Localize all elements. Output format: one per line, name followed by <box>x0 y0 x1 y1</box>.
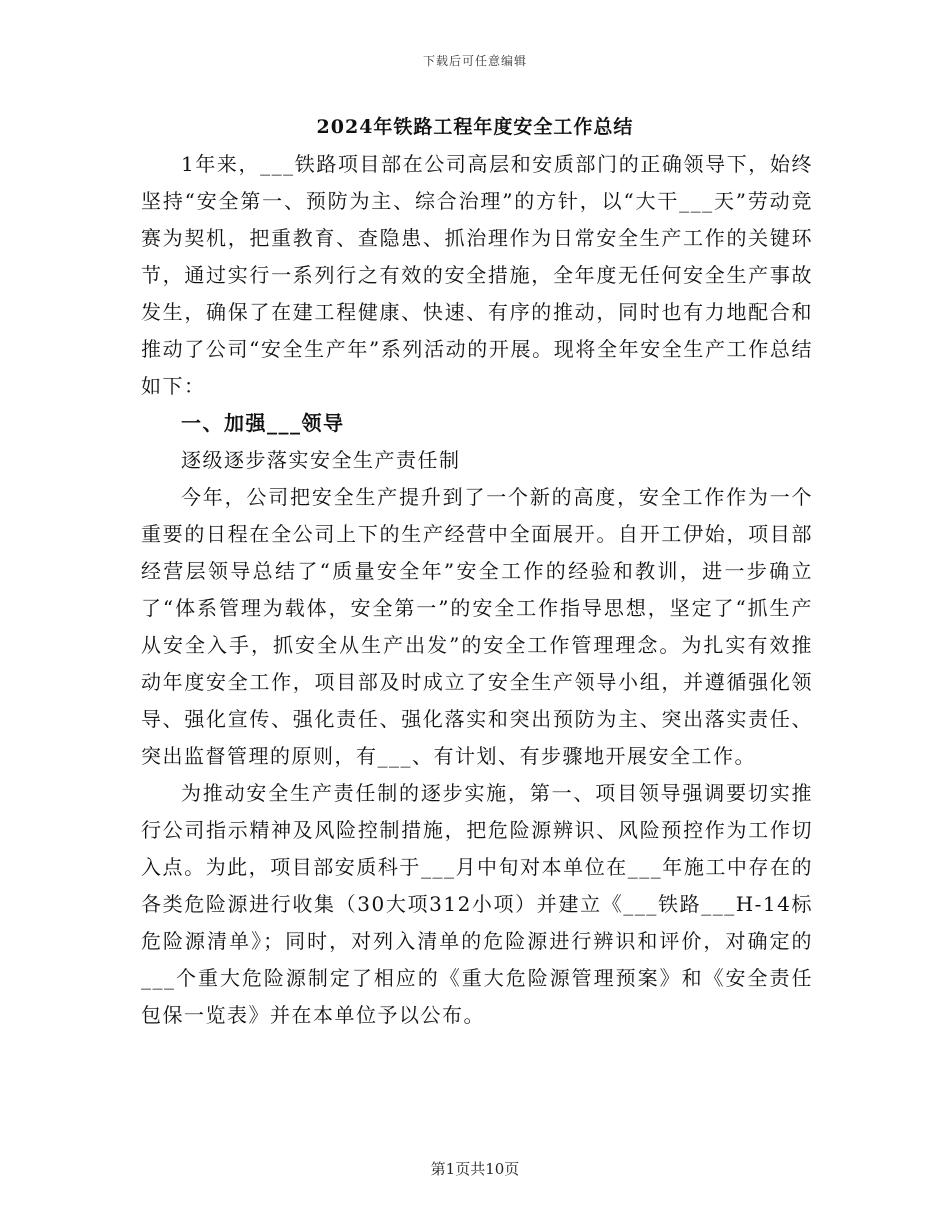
body-paragraph-1: 今年，公司把安全生产提升到了一个新的高度，安全工作作为一个重要的日程在全公司上下的生产经营中全面展开。自开工伊始，项目部经营层领导总结了“质量安全年”安全工作的经验和教训，进一步确立了“体系管理为载体，安全第一”的安全工作指导思想，坚定了“抓生产从安全入手，抓安全从生产出发”的安全工作管理理念。为扎实有效推动年度安全工作，项目部及时成立了安全生产领导小组，并遵循强化领导、强化宣传、强化责任、强化落实和突出预防为主、突出落实责任、突出监督管理的原则，有___、有计划、有步骤地开展安全工作。 <box>141 485 813 768</box>
intro-paragraph: 1年来，___铁路项目部在公司高层和安质部门的正确领导下，始终坚持“安全第一、预防为主、综合治理”的方针，以“大干___天”劳动竞赛为契机，把重教育、查隐患、抓治理作为日常安全生产工作的关键环节，通过实行一系列行之有效的安全措施，全年度无任何安全生产事故发生，确保了在建工程健康、快速、有序的推动，同时也有力地配合和推动了公司“安全生产年”系列活动的开展。现将全年安全生产工作总结如下： <box>141 152 813 398</box>
section-heading-1: 一、加强___领导 <box>181 411 345 435</box>
document-title: 2024年铁路工程年度安全工作总结 <box>316 116 634 138</box>
section-subheading-1: 逐级逐步落实安全生产责任制 <box>181 448 461 472</box>
body-paragraph-2: 为推动安全生产责任制的逐步实施，第一、项目领导强调要切实推行公司指示精神及风险控制措施，把危险源辨识、风险预控作为工作切入点。为此，项目部安质科于___月中旬对本单位在___年施工中存在的各类危险源进行收集（30大项312小项）并建立《___铁路___H-14标危险源清单》；同时，对列入清单的危险源进行辨识和评价，对确定的___个重大危险源制定了相应的《重大危险源管理预案》和《安全责任包保一览表》并在本单位予以公布。 <box>141 781 813 1027</box>
document-body <box>141 146 813 1034</box>
page-number-footer: 第1页共10页 <box>430 1160 520 1178</box>
page-header: 下载后可任意编辑 <box>422 54 527 68</box>
